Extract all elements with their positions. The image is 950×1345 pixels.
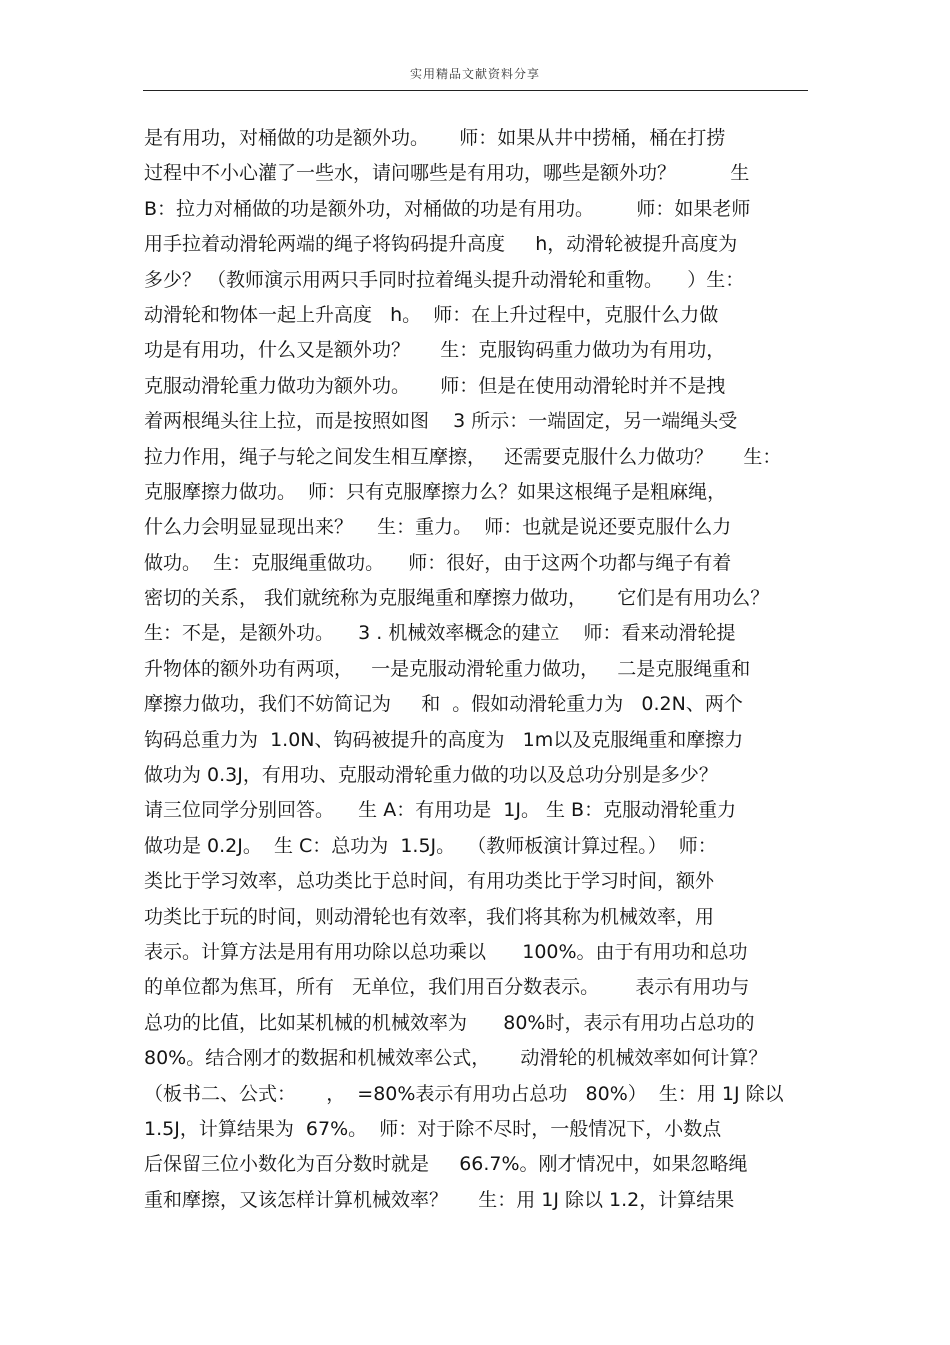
text-line: 表示。计算方法是用有用功除以总功乘以 100%。由于有用功和总功 — [144, 940, 748, 963]
text-line: 做功是 0.2J。 生 C：总功为 1.5J。 （教师板演计算过程。） 师： — [144, 834, 717, 857]
text-line: 重和摩擦，又该怎样计算机械效率？ 生：用 1J 除以 1.2，计算结果 — [144, 1188, 735, 1211]
page-header: 实用精品文献资料分享 — [409, 67, 540, 81]
text-line: B：拉力对桶做的功是额外功，对桶做的功是有用功。 师：如果老师 — [144, 197, 751, 220]
text-line: 用手拉着动滑轮两端的绳子将钩码提升高度 h，动滑轮被提升高度为 — [144, 233, 738, 256]
text-line: 多少？ （教师演示用两只手同时拉着绳头提升动滑轮和重物。 ）生： — [144, 268, 745, 291]
text-line: 请三位同学分别回答。 生 A：有用功是 1J。 生 B：克服动滑轮重力 — [144, 799, 737, 822]
text-line: 80%。结合刚才的数据和机械效率公式， 动滑轮的机械效率如何计算？ — [144, 1047, 768, 1070]
text-line: 钩码总重力为 1.0N、钩码被提升的高度为 1m以及克服绳重和摩擦力 — [144, 728, 744, 751]
text-line: 摩擦力做功，我们不妨简记为 和 。假如动滑轮重力为 0.2N、两个 — [144, 693, 743, 716]
text-line: 什么力会明显显现出来？ 生：重力。 师：也就是说还要克服什么力 — [144, 516, 732, 539]
text-line: 着两根绳头往上拉，而是按照如图 3 所示：一端固定，另一端绳头受 — [144, 410, 738, 433]
text-line: 生：不是，是额外功。 3 . 机械效率概念的建立 师：看来动滑轮提 — [144, 622, 736, 645]
text-line: 升物体的额外功有两项， 一是克服动滑轮重力做功， 二是克服绳重和 — [144, 657, 751, 680]
header-divider — [143, 90, 808, 91]
text-line: 总功的比值，比如某机械的机械效率为 80%时，表示有用功占总功的 — [144, 1011, 755, 1034]
text-line: 密切的关系， 我们就统称为克服绳重和摩擦力做功， 它们是有用功么？ — [144, 587, 770, 610]
text-line: 是有用功，对桶做的功是额外功。 师：如果从井中捞桶，桶在打捞 — [144, 127, 726, 149]
text-line: 做功为 0.3J，有用功、克服动滑轮重力做的功以及总功分别是多少？ — [144, 764, 718, 787]
text-line: 类比于学习效率，总功类比于总时间，有用功类比于学习时间，额外 — [144, 870, 715, 893]
text-line: 后保留三位小数化为百分数时就是 66.7%。刚才情况中，如果忽略绳 — [144, 1153, 748, 1176]
text-line: 动滑轮和物体一起上升高度 h。 师：在上升过程中，克服什么力做 — [144, 303, 719, 326]
text-line: 1.5J，计算结果为 67%。 师：对于除不尽时，一般情况下，小数点 — [144, 1117, 722, 1140]
text-line: （板书二、公式： ， =80%表示有用功占总功 80%） 生：用 1J 除以 — [144, 1082, 784, 1105]
document-body — [144, 121, 824, 1218]
text-line: 克服动滑轮重力做功为额外功。 师：但是在使用动滑轮时并不是拽 — [144, 374, 726, 397]
text-line: 的单位都为焦耳，所有 无单位，我们用百分数表示。 表示有用功与 — [144, 976, 750, 999]
text-line: 功类比于玩的时间，则动滑轮也有效率，我们将其称为机械效率，用 — [144, 905, 715, 928]
text-line: 过程中不小心灌了一些水，请问哪些是有用功，哪些是额外功？ 生 — [144, 162, 750, 185]
text-line: 拉力作用，绳子与轮之间发生相互摩擦， 还需要克服什么力做功？ 生： — [144, 445, 782, 468]
text-line: 做功。 生：克服绳重做功。 师：很好，由于这两个功都与绳子有着 — [144, 551, 732, 574]
text-line: 克服摩擦力做功。 师：只有克服摩擦力么？如果这根绳子是粗麻绳， — [144, 480, 727, 503]
text-line: 功是有用功，什么又是额外功？ 生：克服钩码重力做功为有用功， — [144, 339, 726, 362]
